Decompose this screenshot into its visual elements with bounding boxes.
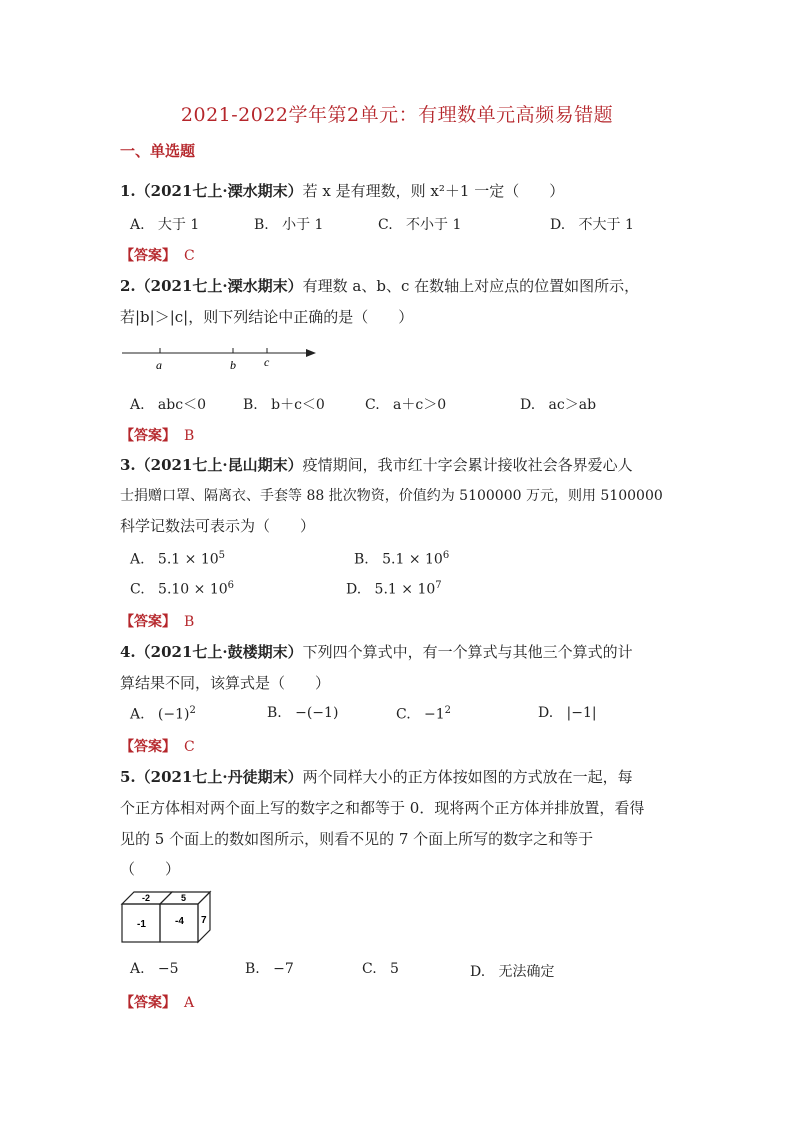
question-source: （2021七上·昆山期末） [135,456,303,474]
question-2-option-d: D. ac＞ab [520,397,597,413]
question-text: 下列四个算式中，有一个算式与其他三个算式的计 [302,643,633,661]
question-2-answer: 【答案】 B [120,428,195,444]
question-3-stem-line-2: 士捐赠口罩、隔离衣、手套等 88 批次物资，价值约为 5100000 万元，则用 5100000 [120,488,663,504]
question-3-option-b: B. $5.1 \times 10^6$ [354,550,450,568]
question-2-stem-line-2: 若|b|＞|c|，则下列结论中正确的是（ ） [120,308,414,326]
question-text: 疫情期间，我市红十字会累计接收社会各界爱心人 [302,456,633,474]
question-5-stem [120,766,633,788]
question-3-option-d: D. $5.1 \times 10^7$ [346,580,442,598]
face-side-value: 7 [201,915,207,926]
label-b: b [230,358,236,372]
question-1-stem [120,180,564,202]
question-1-option-c: C. 不小于 1 [378,217,462,233]
question-2-stem [120,275,639,297]
question-source: （2021七上·鼓楼期末） [135,643,303,661]
question-5-stem-line-3: 见的 5 个面上的数如图所示，则看不见的 7 个面上所写的数字之和等于 [120,830,594,848]
question-4-option-d: D. |−1| [538,705,597,721]
question-5-stem-line-2: 个正方体相对两个面上写的数字之和都等于 0．现将两个正方体并排放置，看得 [120,799,645,817]
question-5-option-a: A. −5 [130,961,179,977]
number-line-diagram [120,340,320,374]
question-3-stem-line-3: 科学记数法可表示为（ ） [120,517,316,535]
question-number: 5. [120,768,136,786]
question-number: 3. [120,456,136,474]
question-5-option-b: B. −7 [245,961,294,977]
question-3-option-c: C. $5.10 \times 10^6$ [130,580,235,598]
question-1-option-a: A. 大于 1 [130,217,200,233]
label-a: a [156,358,162,372]
question-text: 有理数 a、b、c 在数轴上对应点的位置如图所示， [302,277,640,295]
question-3-stem [120,454,633,476]
question-4-stem-line-2: 算结果不同，该算式是（ ） [120,674,331,692]
question-5-option-c: C. 5 [362,961,399,977]
face-top-right-value: 5 [181,893,187,903]
question-1-option-b: B. 小于 1 [254,217,324,233]
question-3-option-a: A. $5.1 \times 10^5$ [130,550,226,568]
question-number: 4. [120,643,136,661]
question-2-option-a: A. abc＜0 [130,397,206,413]
question-5-option-d: D. 无法确定 [470,964,555,980]
section-heading: 一、单选题 [120,142,196,160]
question-source: （2021七上·溧水期末） [135,277,303,295]
face-front-left-value: -1 [137,919,146,930]
number-line-arrow [306,349,316,357]
question-number: 2. [120,277,136,295]
question-number: 1. [120,182,136,200]
question-5-answer: 【答案】 A [120,995,195,1011]
question-text: 若 x 是有理数，则 x²＋1 一定（ ） [302,182,565,200]
document-title: 2021-2022学年第2单元：有理数单元高频易错题 [180,104,614,126]
label-c: c [264,355,270,369]
question-4-option-c: C. $-1^2$ [396,705,452,723]
question-4-stem [120,641,633,663]
question-2-option-c: C. a＋c＞0 [365,397,447,413]
face-top-left-value: -2 [142,893,151,903]
question-2-option-b: B. b＋c＜0 [243,397,325,413]
question-4-option-a: A. $(-1)^2$ [130,705,196,723]
question-4-option-b: B. −(−1) [267,705,339,721]
question-text: 两个同样大小的正方体按如图的方式放在一起，每 [302,768,633,786]
question-source: （2021七上·溧水期末） [135,182,303,200]
cube-diagram [120,890,220,944]
question-1-option-d: D. 不大于 1 [550,217,634,233]
question-source: （2021七上·丹徒期末） [135,768,303,786]
question-5-stem-line-4: （ ） [120,860,181,878]
question-1-answer: 【答案】 C [120,248,195,264]
question-3-answer: 【答案】 B [120,614,195,630]
question-4-answer: 【答案】 C [120,739,195,755]
face-front-right-value: -4 [175,916,184,927]
